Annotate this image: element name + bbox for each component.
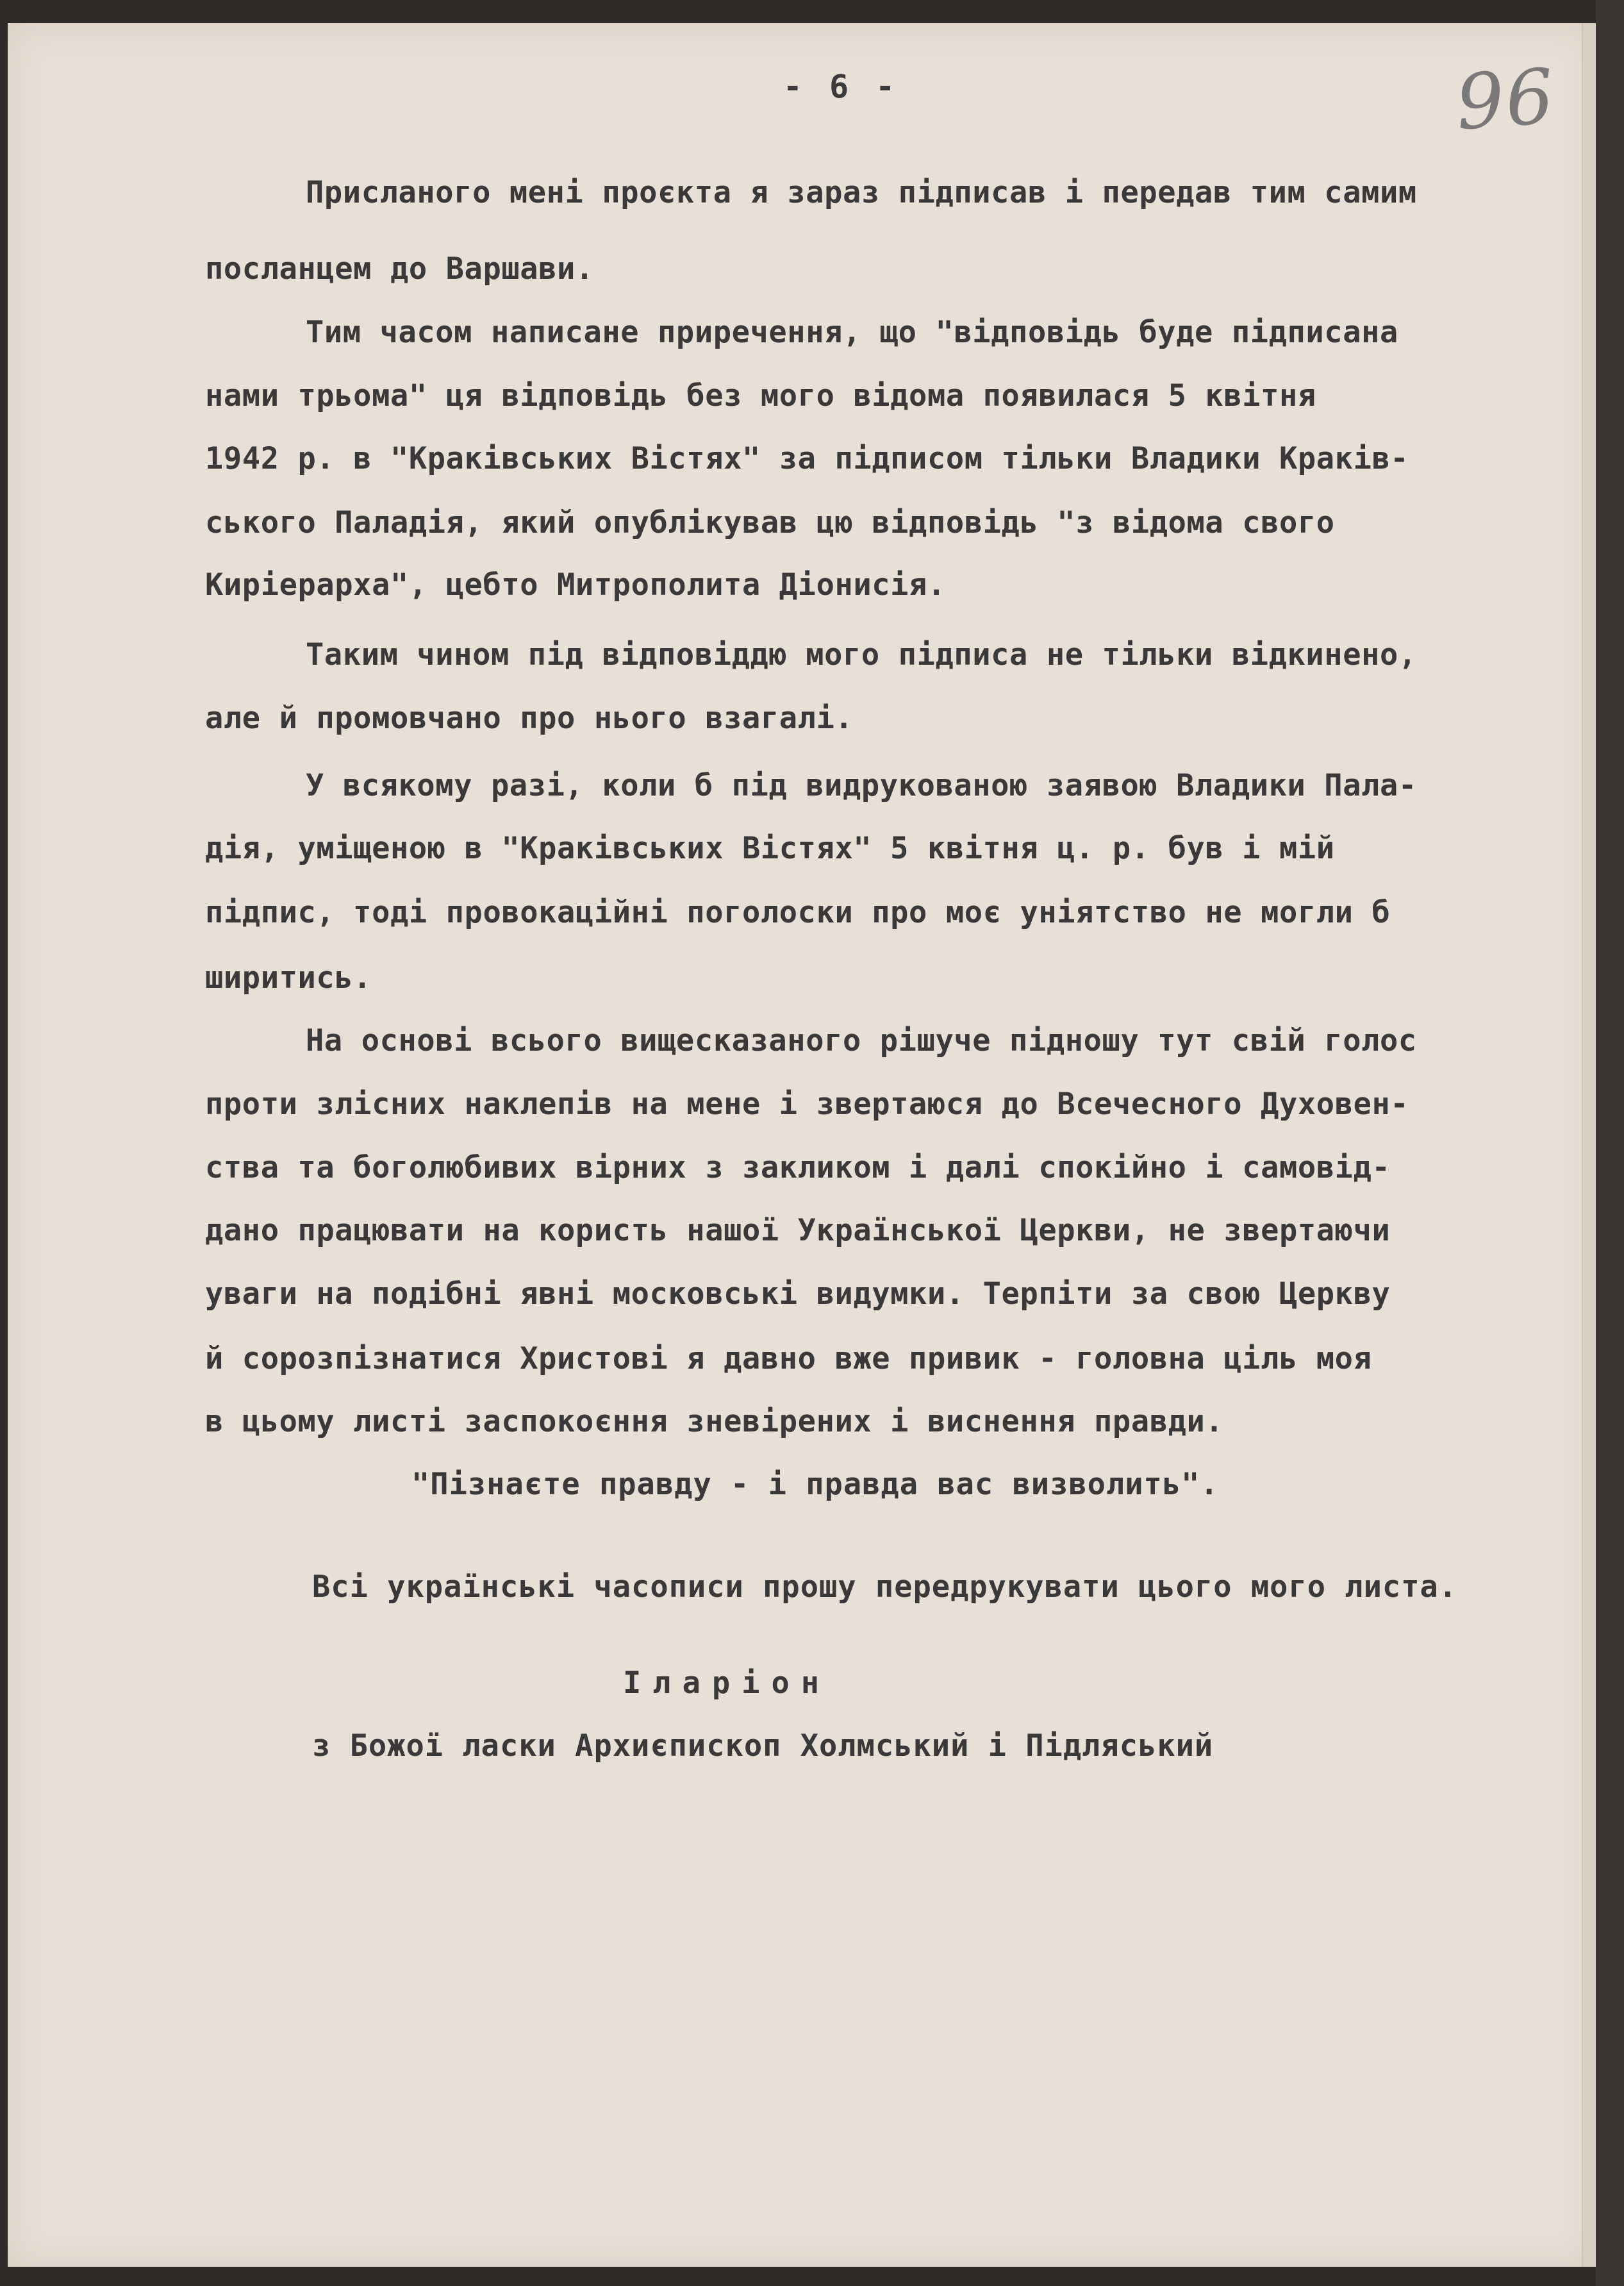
quote-line: "Пізнаєте правду - і правда вас визволить". [411,1467,1219,1502]
text-line: дія, уміщеною в "Краківських Вістях" 5 квітня ц. р. був і мій [205,831,1335,866]
text-line: й сорозпізнатися Христові я давно вже привик - головна ціль моя [205,1341,1372,1376]
text-line: підпис, тоді провокаційні поголоски про моє уніятство не могли б [205,895,1391,930]
scanner-border [1596,0,1624,2286]
signature-name: Іларіон [623,1665,831,1701]
text-line: нами трьома" ця відповідь без мого відома появилася 5 квітня [205,378,1316,413]
signature-title: з Божої ласки Архиєпископ Холмський і Підляський [312,1728,1214,1764]
page-edge [1582,23,1597,2267]
text-line: посланцем до Варшави. [205,251,594,287]
text-line: проти злісних наклепів на мене і звертаюся до Всечесного Духовен- [205,1087,1409,1122]
text-line: Киріерарха", цебто Митрополита Діонисія. [205,567,946,603]
request-line: Всі українські часописи прошу передрукувати цього мого листа. [312,1569,1458,1605]
text-line: На основі всього вищесказаного рішуче підношу тут свій голос [306,1023,1417,1058]
typewritten-text [8,23,1596,2267]
text-line: уваги на подібні явні московські видумки. Терпіти за свою Церкву [205,1276,1391,1312]
paper-sheet [8,23,1596,2267]
folio-number: 96 [1453,51,1558,147]
text-line: ширитись. [205,960,372,996]
text-line: У всякому разі, коли б під видрукованою заявою Владики Пала- [306,768,1417,803]
text-line: 1942 р. в "Краківських Вістях" за підписом тільки Владики Кракiв- [205,441,1409,476]
page-number: - 6 - [783,68,899,105]
text-line: ського Паладія, який опублікував цю відповідь "з відома свого [205,505,1335,540]
text-line: Присланого мені проєкта я зараз підписав і передав тим самим [306,175,1417,210]
text-line: дано працювати на користь нашої Української Церкви, не звертаючи [205,1213,1391,1248]
text-line: ства та боголюбивих вірних з закликом і далі спокійно і самовід- [205,1150,1391,1185]
text-line: Тим часом написане приречення, що "відповідь буде підписана [306,315,1398,350]
text-line: але й промовчано про нього взагалі. [205,701,854,736]
text-line: в цьому листі заспокоєння зневірених і виснення правди. [205,1404,1224,1439]
text-line: Таким чином під відповіддю мого підписа не тільки відкинено, [306,637,1417,672]
